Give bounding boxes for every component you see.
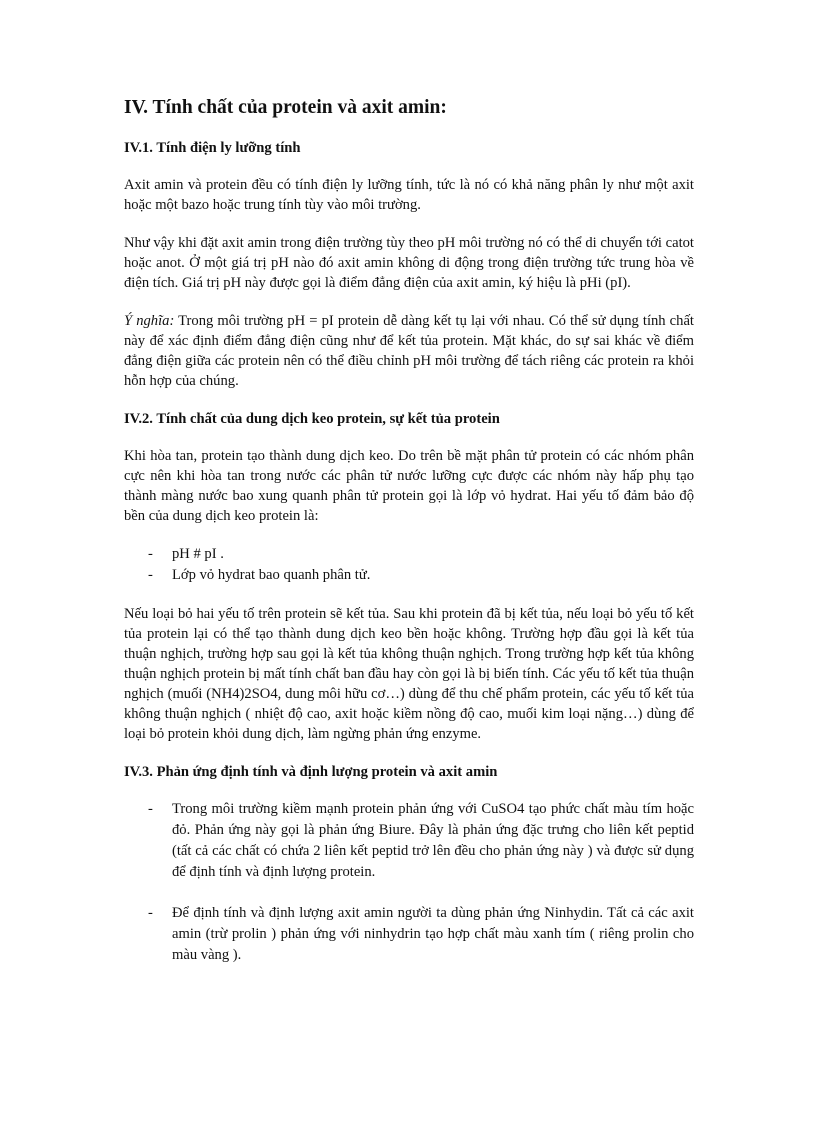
section-heading-3: IV.3. Phản ứng định tính và định lượng protein và axit amin	[124, 764, 498, 780]
list-item: - Trong môi trường kiềm mạnh protein phản ứng với CuSO4 tạo phức chất màu tím hoặc đỏ. Phản ứng này gọi là phản ứng Biure. Đây là phản ứng đặc trưng cho liên kết peptid (tất cả các chất có chứa 2 liên kết peptid trở lên đều cho phản ứng này ) và được sử dụng để định tính và định lượng protein.	[124, 799, 694, 883]
meaning-text: Trong môi trường pH = pI protein dễ dàng kết tụ lại với nhau. Có thể sử dụng tính chất này để xác định điểm đẳng điện cũng như để kết tủa protein. Mặt khác, do sự sai khác về điểm đẳng điện giữa các protein nên có thể điều chỉnh pH môi trường để tách riêng các protein ra khỏi hỗn hợp của chúng.	[124, 313, 694, 389]
dash-list	[124, 799, 694, 966]
paragraph: Axit amin và protein đều có tính điện ly lưỡng tính, tức là nó có khả năng phân ly như một axit hoặc một bazo hoặc trung tính tùy vào môi trường.	[124, 177, 694, 213]
document-page	[124, 96, 694, 984]
page-title: IV. Tính chất của protein và axit amin:	[124, 97, 447, 118]
list-item: - Lớp vỏ hydrat bao quanh phân tử.	[124, 565, 694, 586]
list-item: - pH # pI .	[124, 544, 694, 565]
section-heading-1: IV.1. Tính điện ly lưỡng tính	[124, 140, 301, 156]
paragraph: Như vậy khi đặt axit amin trong điện trường tùy theo pH môi trường nó có thể di chuyển tới catot hoặc anot. Ở một giá trị pH nào đó axit amin không di động trong điện trường tức trung hòa về điện tích. Giá trị pH này được gọi là điểm đẳng điện của axit amin, ký hiệu là pHi (pI).	[124, 235, 694, 291]
paragraph: Nếu loại bỏ hai yếu tố trên protein sẽ kết tủa. Sau khi protein đã bị kết tủa, nếu loại bỏ yếu tố kết tủa protein lại có thể tạo thành dung dịch keo bền hoặc không. Trường hợp đầu gọi là kết tủa thuận nghịch, trường hợp sau gọi là kết tủa không thuận nghịch. Trong trường hợp kết tủa không thuận nghịch protein bị mất tính chất ban đầu hay còn gọi là bị biến tính. Các yếu tố kết tủa thuận nghịch (muối (NH4)2SO4, dung môi hữu cơ…) dùng để thu chế phẩm protein, các yếu tố kết tủa không thuận nghịch ( nhiệt độ cao, axit hoặc kiềm nồng độ cao, muối kim loại nặng…) dùng để loại bỏ protein khỏi dung dịch, làm ngừng phản ứng enzyme.	[124, 606, 694, 742]
section-heading-2: IV.2. Tính chất của dung dịch keo protein, sự kết tủa protein	[124, 411, 500, 427]
paragraph	[124, 311, 694, 391]
meaning-label: Ý nghĩa:	[124, 313, 175, 329]
dash-list	[124, 544, 694, 586]
list-item: - Để định tính và định lượng axit amin người ta dùng phản ứng Ninhydin. Tất cả các axit amin (trừ prolin ) phản ứng với ninhydrin tạo hợp chất màu xanh tím ( riêng prolin cho màu vàng ).	[124, 903, 694, 966]
paragraph: Khi hòa tan, protein tạo thành dung dịch keo. Do trên bề mặt phân tử protein có các nhóm phân cực nên khi hòa tan trong nước các phân tử nước lưỡng cực được các nhóm này hấp phụ tạo thành màng nước bao xung quanh phân tử protein gọi là lớp vỏ hydrat. Hai yếu tố đảm bảo độ bền của dung dịch keo protein là:	[124, 448, 694, 524]
